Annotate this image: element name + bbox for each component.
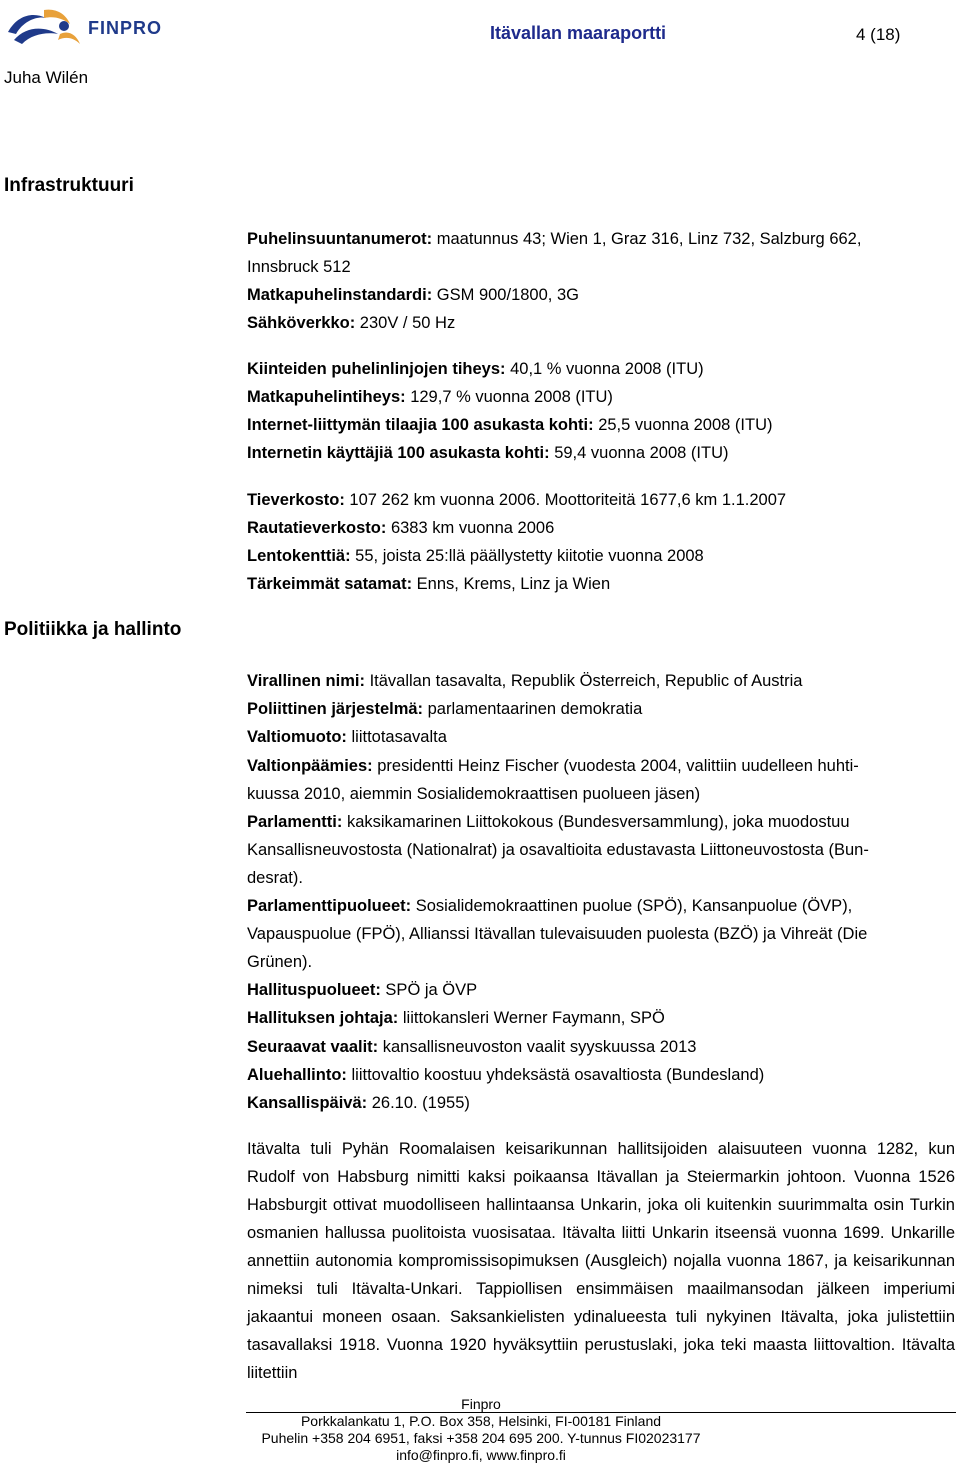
info-line: Poliittinen järjestelmä: parlamentaarinen demokratia bbox=[247, 700, 643, 718]
footer-web: info@finpro.fi, www.finpro.fi bbox=[396, 1447, 566, 1463]
info-line: Grünen). bbox=[247, 953, 313, 971]
info-line: Sähköverkko: 230V / 50 Hz bbox=[247, 314, 456, 332]
author-name: Juha Wilén bbox=[4, 68, 89, 87]
document-title: Itävallan maaraportti bbox=[490, 23, 667, 43]
info-line: Rautatieverkosto: 6383 km vuonna 2006 bbox=[247, 519, 555, 537]
info-line: Parlamentti: kaksikamarinen Liittokokous (Bundesversammlung), joka muodostuu bbox=[247, 813, 850, 831]
footer-phone: Puhelin +358 204 6951, faksi +358 204 695 200. Y-tunnus FI02023177 bbox=[261, 1430, 701, 1446]
info-line: Lentokenttiä: 55, joista 25:llä päällystetty kiitotie vuonna 2008 bbox=[247, 547, 704, 565]
info-line: Aluehallinto: liittovaltio koostuu yhdeksästä osavaltiosta (Bundesland) bbox=[247, 1066, 765, 1084]
info-line: Seuraavat vaalit: kansallisneuvoston vaalit syyskuussa 2013 bbox=[247, 1038, 697, 1056]
info-line: Valtionpäämies: presidentti Heinz Fischer (vuodesta 2004, valittiin uudelleen huhti- bbox=[247, 757, 859, 775]
page-number: 4 (18) bbox=[856, 25, 901, 44]
info-line: Internetin käyttäjiä 100 asukasta kohti: 59,4 vuonna 2008 (ITU) bbox=[247, 444, 729, 462]
info-line: Matkapuhelintiheys: 129,7 % vuonna 2008 (ITU) bbox=[247, 388, 613, 406]
info-line: Tärkeimmät satamat: Enns, Krems, Linz ja Wien bbox=[247, 575, 611, 593]
info-line: Tieverkosto: 107 262 km vuonna 2006. Moottoriteitä 1677,6 km 1.1.2007 bbox=[247, 491, 787, 509]
brand-wordmark: FINPRO bbox=[88, 18, 163, 38]
info-line: Vapauspuolue (FPÖ), Allianssi Itävallan tulevaisuuden puolesta (BZÖ) ja Vihreät (Die bbox=[247, 925, 868, 943]
info-line: Hallituspuolueet: SPÖ ja ÖVP bbox=[247, 981, 478, 999]
info-line: Kiinteiden puhelinlinjojen tiheys: 40,1 % vuonna 2008 (ITU) bbox=[247, 360, 704, 378]
section-heading-infrastructure: Infrastruktuuri bbox=[4, 175, 134, 196]
footer-org: Finpro bbox=[461, 1396, 501, 1412]
info-line: desrat). bbox=[247, 869, 303, 887]
info-line: kuussa 2010, aiemmin Sosialidemokraattisen puolueen jäsen) bbox=[247, 785, 701, 803]
info-line: Valtiomuoto: liittotasavalta bbox=[247, 728, 447, 746]
info-line: Matkapuhelinstandardi: GSM 900/1800, 3G bbox=[247, 286, 579, 304]
footer-address: Porkkalankatu 1, P.O. Box 358, Helsinki, FI-00181 Finland bbox=[300, 1413, 662, 1429]
info-line: Parlamenttipuolueet: Sosialidemokraattinen puolue (SPÖ), Kansanpuolue (ÖVP), bbox=[247, 897, 853, 915]
info-line: Kansallispäivä: 26.10. (1955) bbox=[247, 1094, 470, 1112]
info-line: Hallituksen johtaja: liittokansleri Werner Faymann, SPÖ bbox=[247, 1009, 665, 1027]
info-line: Virallinen nimi: Itävallan tasavalta, Republik Österreich, Republic of Austria bbox=[247, 672, 803, 690]
info-line: Puhelinsuuntanumerot: maatunnus 43; Wien 1, Graz 316, Linz 732, Salzburg 662, bbox=[247, 230, 862, 248]
history-paragraph: Itävalta tuli Pyhän Roomalaisen keisarikunnan hallitsijoiden alaisuuteen vuonna 1282, kun Rudolf von Habsburg nimitti kaksi poikaansa Itävallan ja Steiermarkin johtoon. Vuonna 1526 Habsburgit ottivat muodolliseen hallintaansa Unkarin, joka oli kuitenkin suurimmalta osin Turkin osmanien hallussa puolitoista vuosisataa. Itävalta liitti Unkarin itseensä vuonna 1699. Unkarille annettiin autonomia kompromissisopimuksen (Ausgleich) nojalla vuonna 1867, ja keisarikunnan nimeksi tuli Itävalta-Unkari. Tappiollisen ensimmäisen maailmansodan jälkeen imperiumi jakaantui moneen osaan. Saksankielisten ydinalueesta tuli nykyinen Itävalta, joka julistettiin tasavallaksi 1918. Vuonna 1920 hyväksyttiin perustuslaki, joka teki maasta liittovaltion. Itävalta liitettiin bbox=[247, 1140, 955, 1382]
info-line: Internet-liittymän tilaajia 100 asukasta kohti: 25,5 vuonna 2008 (ITU) bbox=[247, 416, 773, 434]
section-heading-politics: Politiikka ja hallinto bbox=[4, 619, 182, 640]
info-line: Kansallisneuvostosta (Nationalrat) ja osavaltioita edustavasta Liittoneuvostosta (Bun- bbox=[247, 841, 869, 859]
info-line: Innsbruck 512 bbox=[247, 258, 351, 276]
